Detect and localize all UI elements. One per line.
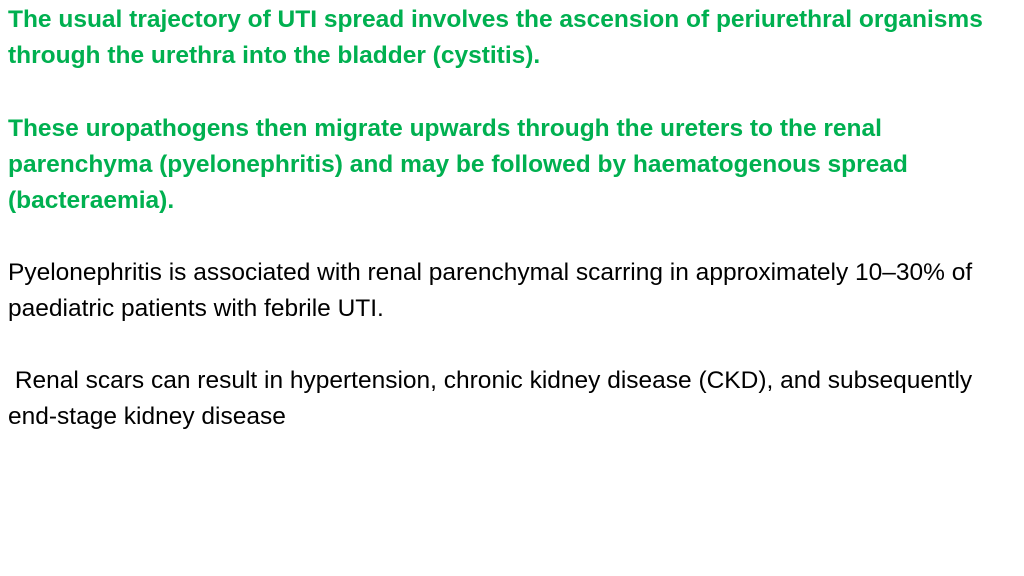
paragraph-uropathogen-migration: These uropathogens then migrate upwards through the ureters to the renal parenchyma (pyelonephritis) and may be followed by haematogenous spread (bacteraemia). [8, 115, 915, 214]
paragraph-uti-trajectory: The usual trajectory of UTI spread involves the ascension of periurethral organisms through the urethra into the bladder (cystitis). [8, 6, 990, 69]
paragraph-renal-scar-consequences: Renal scars can result in hypertension, chronic kidney disease (CKD), and subsequently end-stage kidney disease [8, 367, 979, 430]
paragraph-pyelonephritis-scarring: Pyelonephritis is associated with renal parenchymal scarring in approximately 10–30% of paediatric patients with febrile UTI. [8, 259, 979, 322]
